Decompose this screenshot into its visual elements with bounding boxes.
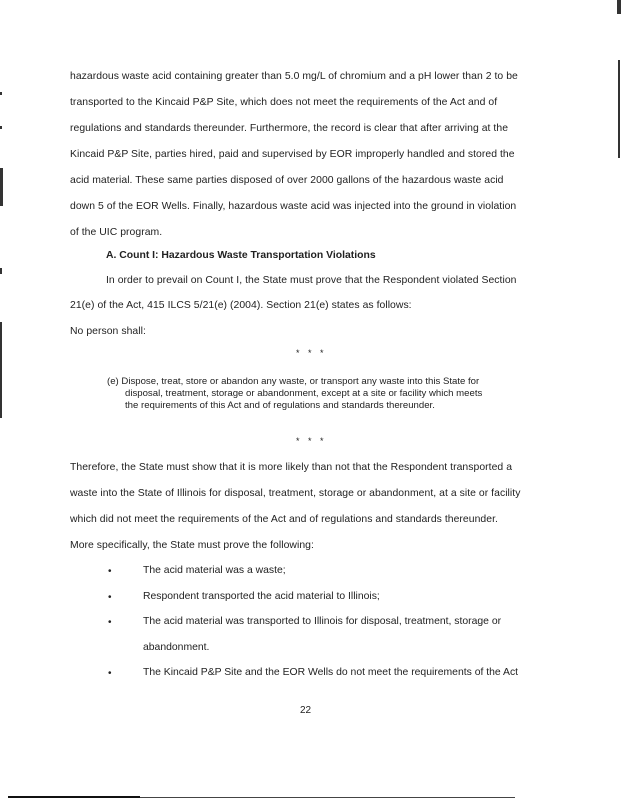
scan-mark-right-1: [617, 0, 621, 14]
bullet-item: The acid material was transported to Illinois for disposal, treatment, storage or: [143, 616, 502, 627]
bullet-icon: •: [108, 592, 112, 603]
bullet-item: The Kincaid P&P Site and the EOR Wells do not meet the requirements of the Act: [143, 667, 519, 678]
paragraph-line: Kincaid P&P Site, parties hired, paid and supervised by EOR improperly handled and stored the: [70, 149, 515, 160]
page-number: 22: [300, 705, 312, 716]
no-person-line: No person shall:: [70, 326, 146, 337]
scan-mark-right-2: [618, 60, 620, 158]
quoted-statute-line: disposal, treatment, storage or abandonment, except at a site or facility which meets: [125, 388, 483, 399]
footer-rule: [140, 797, 515, 798]
paragraph-line: transported to the Kincaid P&P Site, which does not meet the requirements of the Act and of: [70, 97, 498, 108]
scan-mark-left-2: [0, 126, 2, 129]
paragraph-line: down 5 of the EOR Wells. Finally, hazardous waste acid was injected into the ground in violation: [70, 201, 517, 212]
paragraph-line: waste into the State of Illinois for disposal, treatment, storage or abandonment, at a site or facility: [70, 488, 521, 499]
bullet-icon: •: [108, 617, 112, 628]
bullet-icon: •: [108, 668, 112, 679]
ellipsis-stars: * * *: [296, 348, 327, 358]
bullet-item: The acid material was a waste;: [143, 565, 286, 576]
scan-mark-left-5: [0, 322, 2, 418]
footer-rule: [8, 796, 140, 798]
paragraph-line: acid material. These same parties disposed of over 2000 gallons of the hazardous waste acid: [70, 175, 504, 186]
paragraph-line: More specifically, the State must prove the following:: [70, 540, 314, 551]
paragraph-line: of the UIC program.: [70, 227, 163, 238]
bullet-item-continuation: abandonment.: [143, 642, 210, 653]
ellipsis-stars: * * *: [296, 436, 327, 446]
bullet-icon: •: [108, 566, 112, 577]
paragraph-line: which did not meet the requirements of the Act and of regulations and standards thereunder.: [70, 514, 498, 525]
paragraph-line: regulations and standards thereunder. Furthermore, the record is clear that after arriving at the: [70, 123, 509, 134]
paragraph-line: In order to prevail on Count I, the State must prove that the Respondent violated Section: [106, 275, 517, 286]
paragraph-line: 21(e) of the Act, 415 ILCS 5/21(e) (2004). Section 21(e) states as follows:: [70, 300, 412, 311]
scan-mark-left-1: [0, 92, 2, 95]
scan-mark-left-3: [0, 168, 3, 206]
paragraph-line: hazardous waste acid containing greater than 5.0 mg/L of chromium and a pH lower than 2 to be: [70, 71, 518, 82]
quoted-statute-line: (e) Dispose, treat, store or abandon any waste, or transport any waste into this State for: [107, 376, 480, 387]
paragraph-line: Therefore, the State must show that it is more likely than not that the Respondent transported a: [70, 462, 513, 473]
bullet-item: Respondent transported the acid material to Illinois;: [143, 591, 380, 602]
scan-mark-left-4: [0, 268, 2, 274]
section-heading: A. Count I: Hazardous Waste Transportation Violations: [106, 250, 376, 261]
quoted-statute-line: the requirements of this Act and of regulations and standards thereunder.: [125, 400, 435, 411]
